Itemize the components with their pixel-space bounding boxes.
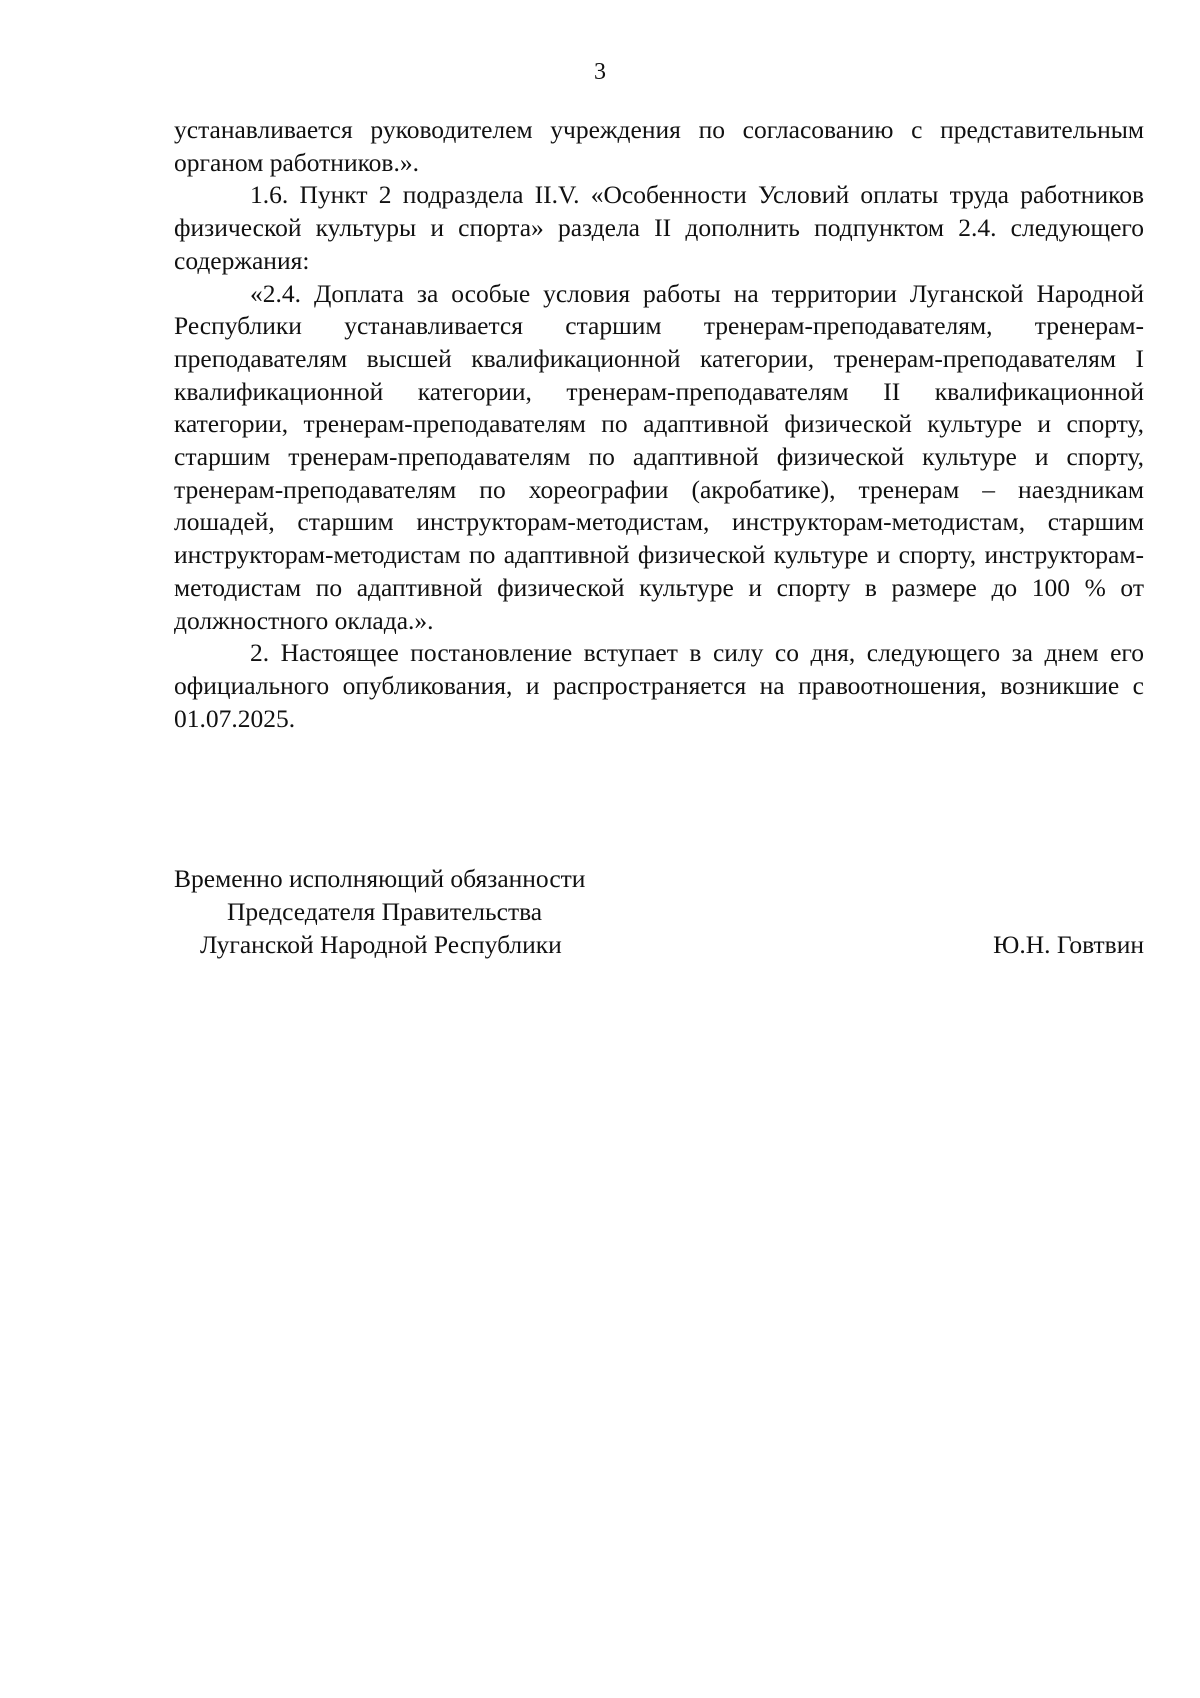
paragraph-continuation: устанавливается руководителем учреждения по согласованию с представительным органом работников.». <box>174 115 1144 177</box>
signature-block <box>174 862 1144 961</box>
signatory-name: Ю.Н. Говтвин <box>993 930 1144 959</box>
paragraph-item-1-6: 1.6. Пункт 2 подраздела II.V. «Особенности Условий оплаты труда работников физической культуры и спорта» раздела II дополнить подпунктом 2.4. следующего содержания: <box>174 180 1144 275</box>
signatory-title-line-3-row <box>174 928 1144 961</box>
paragraph-subitem-2-4: «2.4. Доплата за особые условия работы на территории Луганской Народной Республики устанавливается старшим тренерам-преподавателям, тренерам-преподавателям высшей квалификационной категории, тренерам-преподавателям I квалификационной категории, тренерам-преподавателям II квалификационной категории, тренерам-преподавателям по адаптивной физической культуре и спорту, старшим тренерам-преподавателям по адаптивной физической культуре и спорту, тренерам-преподавателям по хореографии (акробатике), тренерам – наездникам лошадей, старшим инструкторам-методистам, инструкторам-методистам, старшим инструкторам-методистам по адаптивной физической культуре и спорту, инструкторам-методистам по адаптивной физической культуре и спорту в размере до 100 % от должностного оклада.». <box>174 278 1144 635</box>
signatory-title-line-3: Луганской Народной Республики <box>200 930 562 959</box>
signatory-title-line-1: Временно исполняющий обязанности <box>174 864 586 893</box>
document-body <box>174 114 1144 735</box>
paragraph-item-2: 2. Настоящее постановление вступает в силу со дня, следующего за днем его официального опубликования, и распространяется на правоотношения, возникшие с 01.07.2025. <box>174 638 1144 733</box>
signatory-title-line-2: Председателя Правительства <box>227 897 543 926</box>
page-number: 3 <box>594 59 606 85</box>
